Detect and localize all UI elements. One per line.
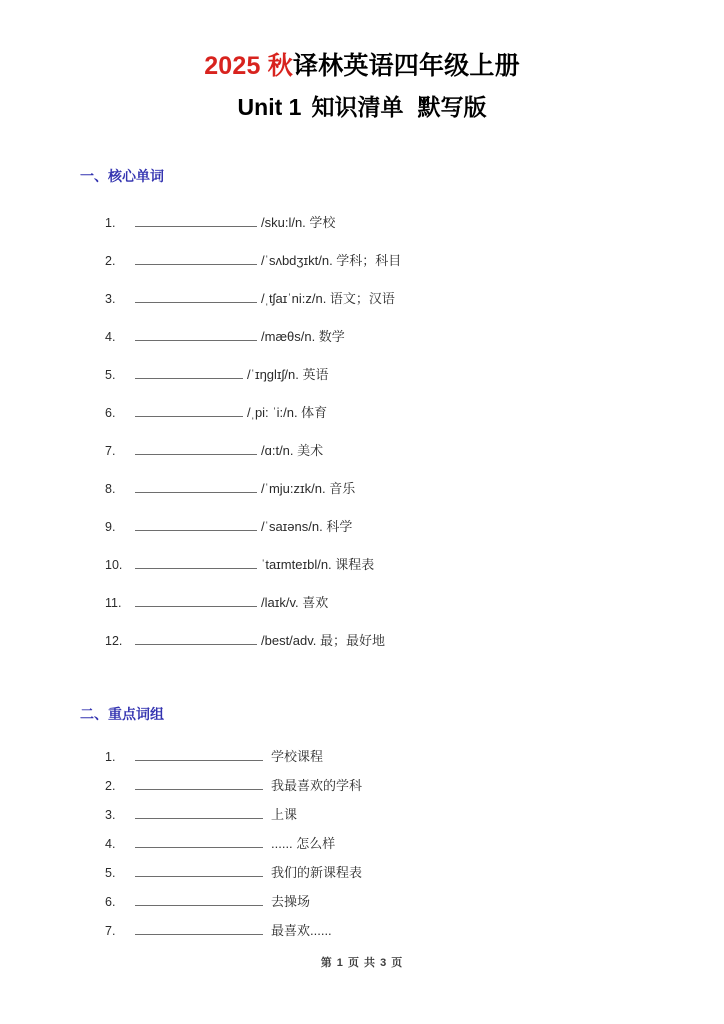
phrase-meaning: 去操场 <box>271 894 311 910</box>
word-meaning: /ˈɪŋglɪʃ/n. 英语 <box>247 367 329 383</box>
word-meaning: /best/adv. 最；最好地 <box>261 633 386 649</box>
phrase-number: 7. <box>105 924 116 939</box>
word-row <box>105 630 724 668</box>
section-heading-key-phrases: 二、重点词组 <box>80 706 164 723</box>
word-number: 10. <box>105 558 123 573</box>
word-number: 9. <box>105 520 116 535</box>
phrase-answer-blank[interactable] <box>135 805 263 819</box>
word-answer-blank[interactable] <box>135 403 243 417</box>
title-line-1 <box>0 50 724 84</box>
section-heading-core-words: 一、核心单词 <box>80 168 164 185</box>
word-meaning: /mæθs/n. 数学 <box>261 329 345 345</box>
phrase-meaning: 我们的新课程表 <box>271 865 363 881</box>
word-meaning: /ˈmju:zɪk/n. 音乐 <box>261 481 356 497</box>
phrase-number: 1. <box>105 750 116 765</box>
phrase-row <box>105 804 724 833</box>
word-meaning: /ˌtʃaɪˈni:z/n. 语文；汉语 <box>261 291 395 307</box>
title-unit-subtitle: 知识清单 <box>311 93 404 120</box>
phrase-number: 2. <box>105 779 116 794</box>
word-row <box>105 364 724 402</box>
word-answer-blank[interactable] <box>135 327 257 341</box>
word-number: 12. <box>105 634 123 649</box>
title-version-tag: 默写版 <box>417 93 487 120</box>
page-title <box>0 0 724 124</box>
word-answer-blank[interactable] <box>135 631 257 645</box>
core-words-list <box>105 212 724 668</box>
word-meaning: /ˈsʌbdʒɪkt/n. 学科；科目 <box>261 253 402 269</box>
word-number: 5. <box>105 368 116 383</box>
word-number: 3. <box>105 292 116 307</box>
word-answer-blank[interactable] <box>135 213 257 227</box>
word-row <box>105 554 724 592</box>
word-row <box>105 516 724 554</box>
phrase-row <box>105 775 724 804</box>
word-number: 4. <box>105 330 116 345</box>
phrase-answer-blank[interactable] <box>135 776 263 790</box>
word-answer-blank[interactable] <box>135 365 243 379</box>
phrase-meaning: 我最喜欢的学科 <box>271 778 363 794</box>
word-row <box>105 402 724 440</box>
phrase-answer-blank[interactable] <box>135 921 263 935</box>
title-line-2 <box>0 90 724 125</box>
phrase-row <box>105 891 724 920</box>
phrase-answer-blank[interactable] <box>135 747 263 761</box>
word-meaning: ˈtaɪmteɪbl/n. 课程表 <box>261 557 375 573</box>
word-meaning: /ˈsaɪəns/n. 科学 <box>261 519 353 535</box>
phrase-answer-blank[interactable] <box>135 834 263 848</box>
word-row <box>105 212 724 250</box>
word-answer-blank[interactable] <box>135 251 257 265</box>
title-textbook: 译林英语四年级上册 <box>292 52 520 80</box>
phrase-meaning: ...... 怎么样 <box>271 836 336 852</box>
word-answer-blank[interactable] <box>135 593 257 607</box>
word-answer-blank[interactable] <box>135 517 257 531</box>
word-answer-blank[interactable] <box>135 289 257 303</box>
word-answer-blank[interactable] <box>135 479 257 493</box>
word-answer-blank[interactable] <box>135 555 257 569</box>
word-row <box>105 326 724 364</box>
phrase-number: 3. <box>105 808 116 823</box>
word-row <box>105 250 724 288</box>
word-meaning: /ɑ:t/n. 美术 <box>261 443 324 459</box>
word-meaning: /laɪk/v. 喜欢 <box>261 595 329 611</box>
phrase-row <box>105 920 724 949</box>
phrase-answer-blank[interactable] <box>135 863 263 877</box>
phrase-meaning: 上课 <box>271 807 298 823</box>
title-unit-number: Unit 1 <box>237 93 302 120</box>
title-year: 2025 秋 <box>204 52 293 80</box>
word-row <box>105 478 724 516</box>
word-meaning: /ˌpi: ˈi:/n. 体育 <box>247 405 328 421</box>
word-row <box>105 288 724 326</box>
phrase-meaning: 最喜欢...... <box>271 923 332 939</box>
word-number: 8. <box>105 482 116 497</box>
phrase-number: 5. <box>105 866 116 881</box>
key-phrases-list <box>105 746 724 949</box>
phrase-row <box>105 862 724 891</box>
word-number: 6. <box>105 406 116 421</box>
word-number: 11. <box>105 596 122 611</box>
word-number: 7. <box>105 444 116 459</box>
word-answer-blank[interactable] <box>135 441 257 455</box>
phrase-number: 4. <box>105 837 116 852</box>
word-row <box>105 440 724 478</box>
word-number: 1. <box>105 216 116 231</box>
page-footer: 第 1 页 共 3 页 <box>320 957 404 969</box>
phrase-row <box>105 746 724 775</box>
word-number: 2. <box>105 254 116 269</box>
word-row <box>105 592 724 630</box>
phrase-answer-blank[interactable] <box>135 892 263 906</box>
word-meaning: /sku:l/n. 学校 <box>261 215 336 231</box>
phrase-row <box>105 833 724 862</box>
phrase-number: 6. <box>105 895 116 910</box>
phrase-meaning: 学校课程 <box>271 749 324 765</box>
